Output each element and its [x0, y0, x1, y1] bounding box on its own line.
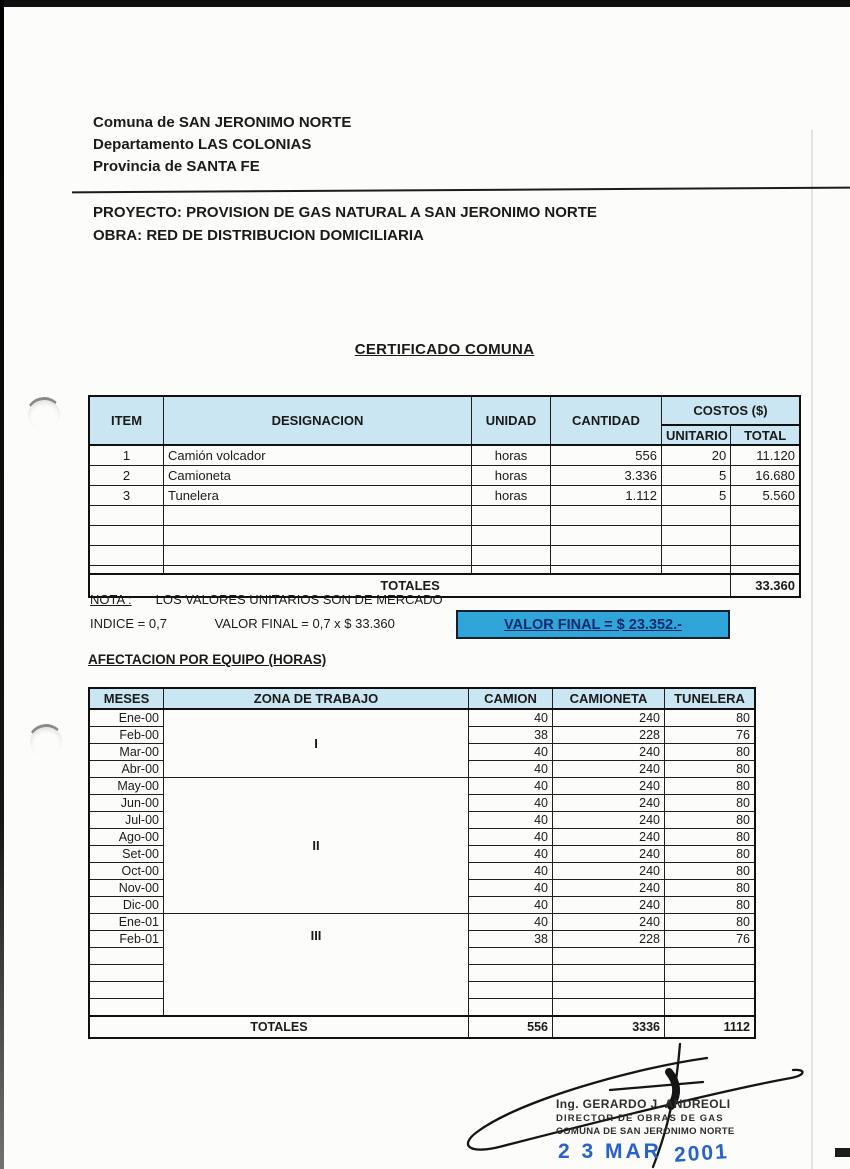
- camioneta-cell: 240: [553, 761, 665, 778]
- empty-cell: [164, 526, 472, 546]
- camion-cell: 40: [469, 744, 553, 761]
- camioneta-cell: [553, 948, 665, 965]
- empty-cell: [472, 546, 551, 566]
- col-header-costos: COSTOS ($): [662, 396, 801, 425]
- nota-label: NOTA :: [90, 592, 132, 607]
- official-stamp: [556, 1099, 735, 1137]
- mes-cell: May-00: [89, 778, 164, 795]
- grand-total-cell: 33.360: [731, 574, 800, 597]
- mes-cell: Jun-00: [89, 795, 164, 812]
- empty-cell: [731, 506, 800, 526]
- empty-cell: [89, 506, 164, 526]
- mes-cell: Feb-00: [89, 727, 164, 744]
- indice-formula: VALOR FINAL = 0,7 x $ 33.360: [214, 616, 395, 631]
- proyecto-line: PROYECTO: PROVISION DE GAS NATURAL A SAN JERONIMO NORTE: [93, 204, 597, 221]
- col-header-cantidad: CANTIDAD: [551, 396, 662, 445]
- date-stamp: [558, 1140, 730, 1167]
- hours-table-totals-row: [89, 1016, 755, 1038]
- empty-cell: [164, 566, 472, 575]
- empty-cell: [89, 546, 164, 566]
- scan-edge-left: [0, 0, 4, 1169]
- camion-cell: 40: [469, 863, 553, 880]
- empty-cell: [662, 526, 731, 546]
- camion-cell: 40: [469, 914, 553, 931]
- cost-table-row: [89, 486, 800, 506]
- letterhead: [93, 112, 351, 178]
- camion-cell: 40: [469, 761, 553, 778]
- empty-cell: [89, 566, 164, 575]
- camion-cell: 40: [469, 795, 553, 812]
- tunelera-cell: 80: [665, 914, 756, 931]
- camion-cell: [469, 965, 553, 982]
- hours-table-row: [89, 709, 755, 727]
- obra-line: OBRA: RED DE DISTRIBUCION DOMICILIARIA: [93, 227, 424, 244]
- total-cell: 11.120: [731, 445, 800, 466]
- tunelera-cell: 76: [665, 931, 756, 948]
- designacion-cell: Camioneta: [164, 466, 472, 486]
- col-header-tunelera: TUNELERA: [665, 688, 756, 709]
- indice-label: INDICE = 0,7: [90, 616, 167, 631]
- hours-table-header: [89, 688, 755, 709]
- camioneta-cell: 240: [553, 812, 665, 829]
- stamp-title: DIRECTOR DE OBRAS DE GAS: [556, 1113, 724, 1124]
- item-cell: 2: [89, 466, 164, 486]
- camion-cell: [469, 999, 553, 1017]
- camioneta-cell: 240: [553, 846, 665, 863]
- total-cell: 5.560: [731, 486, 800, 506]
- cost-table-empty-row: [89, 526, 800, 546]
- unidad-cell: horas: [472, 466, 551, 486]
- cost-table-header: [89, 396, 800, 445]
- mes-cell: Mar-00: [89, 744, 164, 761]
- nota-text: LOS VALORES UNITARIOS SON DE MERCADO: [155, 592, 443, 607]
- col-header-designacion: DESIGNACION: [164, 396, 472, 445]
- tunelera-cell: 80: [665, 744, 756, 761]
- camioneta-cell: 240: [553, 744, 665, 761]
- camioneta-cell: 240: [553, 829, 665, 846]
- tunelera-cell: 76: [665, 727, 756, 744]
- zona-cell: III: [164, 914, 469, 1017]
- tunelera-cell: [665, 965, 756, 982]
- total-cell: 16.680: [731, 466, 800, 486]
- tunelera-cell: [665, 982, 756, 999]
- camion-cell: 40: [469, 846, 553, 863]
- date-stamp-day-month: 2 3 MAR: [558, 1140, 662, 1163]
- tunelera-cell: 80: [665, 846, 756, 863]
- mes-cell: Ene-01: [89, 914, 164, 931]
- empty-cell: [551, 546, 662, 566]
- tunelera-cell: 80: [665, 761, 756, 778]
- col-header-zona: ZONA DE TRABAJO: [164, 688, 469, 709]
- hours-table-body: [89, 709, 755, 1038]
- camioneta-cell: 240: [553, 863, 665, 880]
- mes-cell: Ene-00: [89, 709, 164, 727]
- indice-line: [90, 616, 395, 631]
- mes-cell: Feb-01: [89, 931, 164, 948]
- empty-cell: [89, 526, 164, 546]
- horizontal-rule: [72, 187, 850, 194]
- empty-cell: [472, 566, 551, 575]
- total-camion-cell: 556: [469, 1016, 553, 1038]
- camioneta-cell: [553, 999, 665, 1017]
- camion-cell: 40: [469, 897, 553, 914]
- empty-cell: [472, 506, 551, 526]
- camioneta-cell: 240: [553, 897, 665, 914]
- zona-cell: II: [164, 778, 469, 914]
- camioneta-cell: 228: [553, 727, 665, 744]
- mes-cell: Oct-00: [89, 863, 164, 880]
- empty-cell: [551, 566, 662, 575]
- empty-cell: [472, 526, 551, 546]
- unidad-cell: horas: [472, 486, 551, 506]
- scan-edge-mark: [835, 1148, 850, 1157]
- tunelera-cell: 80: [665, 778, 756, 795]
- total-tunelera-cell: 1112: [665, 1016, 756, 1038]
- camioneta-cell: 228: [553, 931, 665, 948]
- cantidad-cell: 3.336: [551, 466, 662, 486]
- cantidad-cell: 1.112: [551, 486, 662, 506]
- col-header-item: ITEM: [89, 396, 164, 445]
- camioneta-cell: [553, 982, 665, 999]
- empty-cell: [662, 506, 731, 526]
- camioneta-cell: [553, 965, 665, 982]
- afectacion-title: AFECTACION POR EQUIPO (HORAS): [88, 652, 327, 667]
- camion-cell: 40: [469, 812, 553, 829]
- unidad-cell: horas: [472, 445, 551, 466]
- col-header-unitario: UNITARIO: [662, 425, 731, 445]
- document-title: CERTIFICADO COMUNA: [354, 341, 535, 358]
- letterhead-line-departamento: Departamento LAS COLONIAS: [93, 136, 312, 153]
- mes-cell: Abr-00: [89, 761, 164, 778]
- empty-cell: [164, 546, 472, 566]
- empty-cell: [731, 526, 800, 546]
- camion-cell: 40: [469, 709, 553, 727]
- cost-table: [88, 395, 801, 598]
- mes-cell: [89, 965, 164, 982]
- camioneta-cell: 240: [553, 795, 665, 812]
- col-header-total: TOTAL: [731, 425, 800, 445]
- tunelera-cell: [665, 999, 756, 1017]
- totales-label-cell: TOTALES: [89, 574, 731, 597]
- punch-hole-bottom: [26, 722, 65, 761]
- unitario-cell: 5: [662, 486, 731, 506]
- unitario-cell: 5: [662, 466, 731, 486]
- col-header-camioneta: CAMIONETA: [553, 688, 665, 709]
- totales-label-cell: TOTALES: [89, 1016, 469, 1038]
- letterhead-line-provincia: Provincia de SANTA FE: [93, 158, 260, 175]
- cost-table-row: [89, 445, 800, 466]
- mes-cell: Dic-00: [89, 897, 164, 914]
- hours-table-row: [89, 914, 755, 931]
- empty-cell: [662, 546, 731, 566]
- tunelera-cell: 80: [665, 709, 756, 727]
- camion-cell: 40: [469, 880, 553, 897]
- camion-cell: 40: [469, 778, 553, 795]
- tunelera-cell: 80: [665, 880, 756, 897]
- col-header-unidad: UNIDAD: [472, 396, 551, 445]
- mes-cell: Set-00: [89, 846, 164, 863]
- item-cell: 1: [89, 445, 164, 466]
- total-camioneta-cell: 3336: [553, 1016, 665, 1038]
- mes-cell: Nov-00: [89, 880, 164, 897]
- empty-cell: [662, 566, 731, 575]
- tunelera-cell: 80: [665, 863, 756, 880]
- camion-cell: [469, 948, 553, 965]
- mes-cell: Ago-00: [89, 829, 164, 846]
- empty-cell: [551, 526, 662, 546]
- col-header-camion: CAMION: [469, 688, 553, 709]
- date-stamp-year: 2001: [673, 1140, 730, 1167]
- cost-table-empty-row: [89, 546, 800, 566]
- cost-table-row: [89, 466, 800, 486]
- mes-cell: [89, 948, 164, 965]
- scan-edge-top: [0, 0, 850, 7]
- mes-cell: Jul-00: [89, 812, 164, 829]
- camion-cell: 38: [469, 931, 553, 948]
- stamp-org: COMUNA DE SAN JERONIMO NORTE: [556, 1126, 735, 1137]
- stamp-name: Ing. GERARDO J. ANDREOLI: [556, 1097, 731, 1111]
- camion-cell: 38: [469, 727, 553, 744]
- tunelera-cell: 80: [665, 829, 756, 846]
- paper-edge-shadow: [811, 130, 813, 1169]
- camioneta-cell: 240: [553, 880, 665, 897]
- cantidad-cell: 556: [551, 445, 662, 466]
- hours-table-row: [89, 778, 755, 795]
- empty-cell: [731, 546, 800, 566]
- designacion-cell: Tunelera: [164, 486, 472, 506]
- nota-line: [90, 592, 443, 607]
- unitario-cell: 20: [662, 445, 731, 466]
- empty-cell: [551, 506, 662, 526]
- cost-table-sliver-row: [89, 566, 800, 575]
- camion-cell: 40: [469, 829, 553, 846]
- empty-cell: [731, 566, 800, 575]
- project-block: [93, 201, 597, 247]
- mes-cell: [89, 982, 164, 999]
- valor-final-highlight: VALOR FINAL = $ 23.352.-: [456, 610, 730, 639]
- tunelera-cell: 80: [665, 812, 756, 829]
- letterhead-line-comuna: Comuna de SAN JERONIMO NORTE: [93, 114, 352, 131]
- camion-cell: [469, 982, 553, 999]
- tunelera-cell: 80: [665, 795, 756, 812]
- zona-cell: I: [164, 709, 469, 778]
- mes-cell: [89, 999, 164, 1017]
- designacion-cell: Camión volcador: [164, 445, 472, 466]
- camioneta-cell: 240: [553, 914, 665, 931]
- camioneta-cell: 240: [553, 778, 665, 795]
- hours-table: [88, 687, 756, 1039]
- item-cell: 3: [89, 486, 164, 506]
- tunelera-cell: [665, 948, 756, 965]
- camioneta-cell: 240: [553, 709, 665, 727]
- cost-table-empty-row: [89, 506, 800, 526]
- tunelera-cell: 80: [665, 897, 756, 914]
- cost-table-body: [89, 445, 800, 597]
- col-header-meses: MESES: [89, 688, 164, 709]
- empty-cell: [164, 506, 472, 526]
- punch-hole-top: [24, 395, 63, 434]
